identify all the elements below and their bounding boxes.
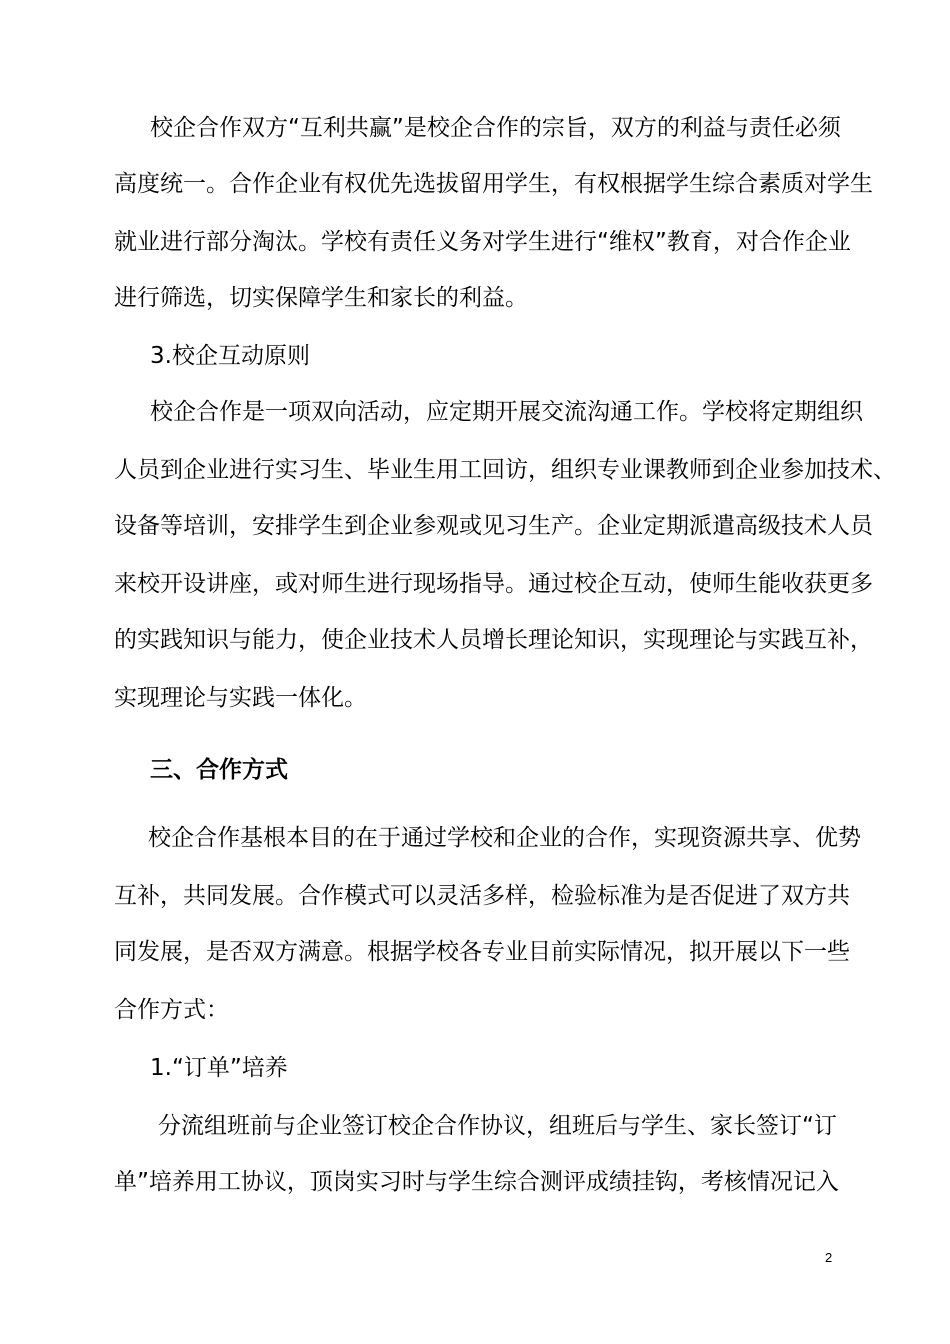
paragraph-line: 校企合作是一项双向活动，应定期开展交流沟通工作。学校将定期组织 [150, 399, 863, 425]
page-number: 2 [825, 1250, 833, 1265]
paragraph-line: 合作方式： [114, 997, 229, 1023]
paragraph-line: 设备等培训，安排学生到企业参观或见习生产。企业定期派遣高级技术人员 [114, 513, 873, 539]
subheading: 1.“订单”培养 [150, 1055, 288, 1081]
section-heading: 三、合作方式 [150, 757, 288, 783]
paragraph-line: 分流组班前与企业签订校企合作协议，组班后与学生、家长签订“订 [158, 1113, 837, 1139]
paragraph-line: 人员到企业进行实习生、毕业生用工回访，组织专业课教师到企业参加技术、 [114, 457, 896, 483]
paragraph-line: 高度统一。合作企业有权优先选拔留用学生，有权根据学生综合素质对学生 [114, 171, 873, 197]
paragraph-line: 实现理论与实践一体化。 [114, 685, 367, 711]
paragraph-line: 同发展，是否双方满意。根据学校各专业目前实际情况，拟开展以下一些 [114, 939, 850, 965]
paragraph-line: 校企合作基根本目的在于通过学校和企业的合作，实现资源共享、优势 [148, 825, 861, 851]
subheading: 3.校企互动原则 [150, 343, 310, 369]
paragraph-line: 就业进行部分淘汰。学校有责任义务对学生进行“维权”教育，对合作企业 [114, 229, 851, 255]
paragraph-line: 进行筛选，切实保障学生和家长的利益。 [114, 285, 528, 311]
paragraph-line: 互补，共同发展。合作模式可以灵活多样，检验标准为是否促进了双方共 [114, 883, 850, 909]
paragraph-line: 单”培养用工协议，顶岗实习时与学生综合测评成绩挂钩，考核情况记入 [114, 1169, 839, 1195]
paragraph-line: 来校开设讲座，或对师生进行现场指导。通过校企互动，使师生能收获更多 [114, 571, 873, 597]
paragraph-line: 校企合作双方“互利共赢”是校企合作的宗旨，双方的利益与责任必须 [150, 115, 841, 141]
paragraph-line: 的实践知识与能力，使企业技术人员增长理论知识，实现理论与实践互补， [114, 627, 873, 653]
